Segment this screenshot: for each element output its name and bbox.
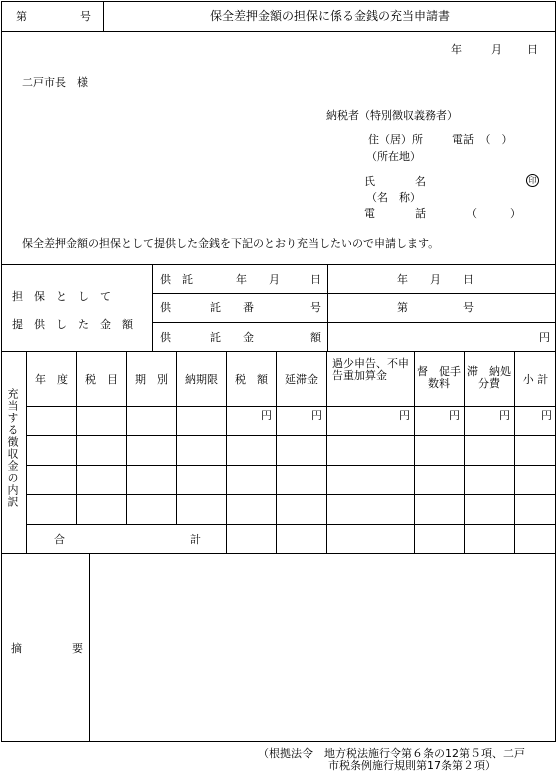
deposit-date-label-mid: 年 月 — [236, 273, 280, 286]
date-year-label: 年 — [451, 43, 462, 56]
tel-label-1: 電 — [364, 207, 375, 220]
row-line-2 — [26, 465, 556, 466]
date-month-label: 月 — [491, 43, 502, 56]
location-label: （所在地） — [366, 150, 421, 163]
yen-subtotal: 円 — [541, 409, 552, 422]
header-delinquency: 延滞金 — [285, 373, 318, 386]
header-tax-amount: 税 額 — [235, 373, 268, 386]
tel-paren: （ ） — [466, 207, 521, 220]
deposit-amount-yen: 円 — [539, 331, 550, 344]
deposit-number-value: 第 号 — [397, 301, 474, 314]
remarks-box — [1, 553, 556, 742]
page-title: 保全差押金額の担保に係る金銭の充当申請書 — [209, 9, 450, 23]
header-period: 期 別 — [135, 373, 168, 386]
header-surcharge: 過少申告、不申告重加算金 — [332, 357, 409, 383]
deposit-number-label-left: 供 — [160, 301, 171, 314]
deposit-date-label-right: 日 — [310, 273, 321, 286]
deposit-date-label-left: 供 託 — [160, 273, 193, 286]
deposit-divider-right — [327, 264, 328, 352]
addressee-name: 二戸市長 様 — [22, 76, 88, 89]
row-line-3 — [26, 494, 556, 495]
header-tax-item: 税 目 — [85, 373, 118, 386]
date-day-label: 日 — [527, 43, 538, 56]
name-label-2: 名 — [415, 175, 426, 188]
yen-fee: 円 — [449, 409, 460, 422]
doc-number-label-right: 号 — [80, 10, 91, 23]
corp-name-label: （名 称） — [366, 191, 421, 204]
remarks-label-2: 要 — [72, 642, 83, 655]
application-statement: 保全差押金額の担保として提供した金銭を下記のとおり充当したいので申請します。 — [22, 237, 440, 250]
taxpayer-heading: 納税者（特別徴収義務者） — [326, 109, 458, 122]
yen-disposal: 円 — [499, 409, 510, 422]
total-label-1: 合 — [54, 533, 65, 546]
deposit-left-label-2: 提 供 し た 金 額 — [12, 318, 133, 331]
header-fee: 督 促手数料 — [417, 365, 461, 391]
breakdown-side-label: 充当する徴収金の内訳 — [6, 388, 19, 508]
yen-delinquency: 円 — [311, 409, 322, 422]
row-line-4 — [26, 524, 556, 525]
seal-mark: 印 — [526, 174, 539, 187]
footnote-line-1: （根拠法令 地方税法施行令第６条の12第５項、二戸 — [258, 747, 525, 760]
deposit-date-value: 年 月 日 — [397, 273, 474, 286]
deposit-row-line-1 — [152, 293, 556, 294]
addressee-box — [1, 31, 556, 265]
header-subtotal: 小 計 — [522, 373, 549, 386]
phone-label: 電話 （ ） — [452, 133, 513, 146]
yen-surcharge: 円 — [399, 409, 410, 422]
deposit-amount-label-left: 供 — [160, 331, 171, 344]
tel-label-2: 話 — [415, 207, 426, 220]
remarks-divider — [89, 553, 90, 742]
row-line-header — [26, 406, 556, 407]
total-label-2: 計 — [190, 533, 201, 546]
deposit-row-line-2 — [152, 322, 556, 323]
footnote-line-2: 市税条例施行規則第17条第２項） — [328, 759, 496, 772]
row-line-1 — [26, 435, 556, 436]
address-label: 住（居）所 — [368, 133, 423, 146]
deposit-divider-left — [152, 264, 153, 352]
header-disposal: 滞 納処分費 — [467, 365, 511, 391]
remarks-label-1: 摘 — [11, 642, 22, 655]
deposit-left-label-1: 担 保 と し て — [12, 290, 111, 303]
deposit-number-label-mid: 託 番 — [210, 301, 254, 314]
header-year: 年 度 — [35, 373, 68, 386]
doc-number-label-left: 第 — [16, 10, 27, 23]
name-label-1: 氏 — [364, 175, 375, 188]
deposit-amount-label-right: 額 — [310, 331, 321, 344]
deposit-amount-label-mid: 託 金 — [210, 331, 254, 344]
deposit-number-label-right: 号 — [310, 301, 321, 314]
header-due: 納期限 — [185, 373, 218, 386]
yen-tax-amount: 円 — [261, 409, 272, 422]
